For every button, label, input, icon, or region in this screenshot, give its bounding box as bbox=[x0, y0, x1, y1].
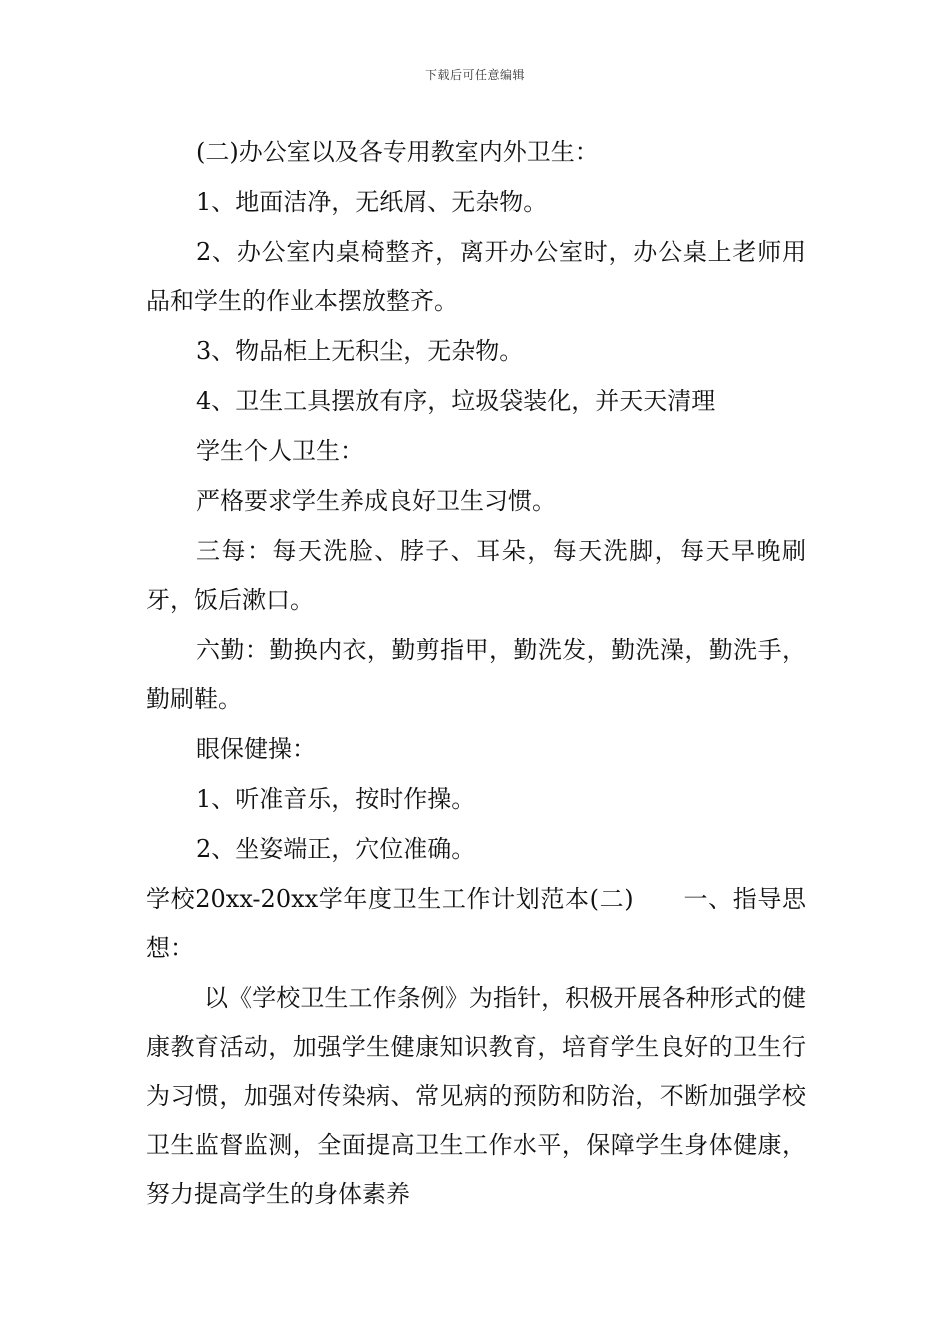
paragraph-cabinet-dust: 3、物品柜上无积尘，无杂物。 bbox=[196, 337, 524, 365]
paragraph-guiding-ideology: 以《学校卫生工作条例》为指针，积极开展各种形式的健康教育活动，加强学生健康知识教育，培育学生良好的卫生行为习惯，加强对传染病、常见病的预防和防治，不断加强学校卫生监督监测，全面提高卫生工作水平，保障学生身体健康，努力提高学生的身体素养 bbox=[146, 984, 806, 1208]
paragraph-music-timing: 1、听准音乐，按时作操。 bbox=[196, 785, 476, 813]
paragraph-posture: 2、坐姿端正，穴位准确。 bbox=[196, 835, 476, 863]
paragraph-floor-clean: 1、地面洁净，无纸屑、无杂物。 bbox=[196, 188, 548, 216]
page-header-note: 下载后可任意编辑 bbox=[424, 68, 525, 82]
document-body bbox=[146, 128, 806, 1219]
paragraph-three-daily: 三每：每天洗脸、脖子、耳朵，每天洗脚，每天早晚刷牙，饭后漱口。 bbox=[146, 537, 806, 614]
paragraph-plan-title: 学校20xx-20xx学年度卫生工作计划范本(二) 一、指导思想： bbox=[146, 885, 806, 962]
paragraph-personal-hygiene-heading: 学生个人卫生： bbox=[196, 437, 364, 465]
paragraph-six-diligent: 六勤：勤换内衣，勤剪指甲，勤洗发，勤洗澡，勤洗手，勤刷鞋。 bbox=[146, 636, 806, 713]
paragraph-office-hygiene-heading: (二)办公室以及各专用教室内外卫生： bbox=[196, 138, 599, 166]
paragraph-good-habits: 严格要求学生养成良好卫生习惯。 bbox=[196, 487, 556, 515]
paragraph-tools-orderly: 4、卫生工具摆放有序，垃圾袋装化，并天天清理 bbox=[196, 387, 716, 415]
paragraph-desks-tidy: 2、办公室内桌椅整齐，离开办公室时，办公桌上老师用品和学生的作业本摆放整齐。 bbox=[146, 238, 806, 315]
paragraph-eye-exercise-heading: 眼保健操： bbox=[196, 735, 316, 763]
